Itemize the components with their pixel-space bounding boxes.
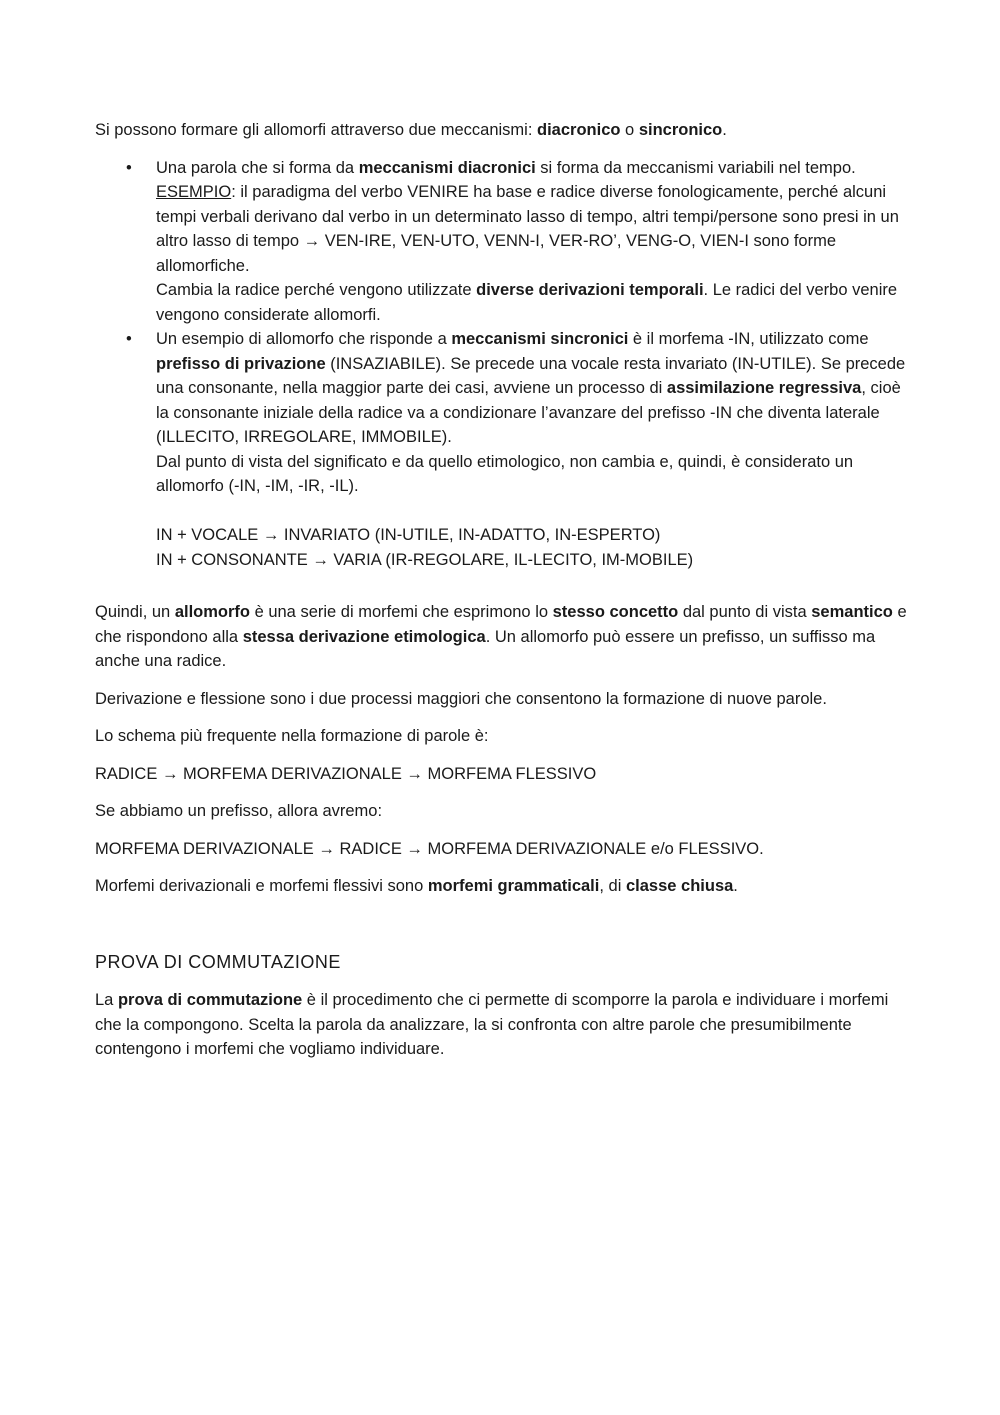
text: è una serie di morfemi che esprimono lo bbox=[249, 603, 553, 621]
rule-vocale bbox=[156, 523, 910, 548]
text: (INSAZIABILE). Se precede una vocale resta invariato (IN-UTILE). Se precede una consonante, nella maggior parte dei casi, avviene un processo di bbox=[156, 354, 906, 397]
text: : il paradigma del verbo VENIRE ha base e radice diverse fonologicamente, perché alcuni tempi verbali derivano dal verbo in un determinato lasso di tempo, altri tempi/persone sono presi in un altro lasso di tempo bbox=[156, 183, 899, 250]
blank-line bbox=[156, 499, 910, 524]
list-item-sincronici bbox=[95, 327, 910, 572]
list-item-diacronici bbox=[95, 156, 910, 328]
paragraph-morfemi-grammaticali bbox=[95, 874, 910, 899]
cambia-text bbox=[156, 278, 910, 327]
text: , di bbox=[599, 877, 626, 895]
text: MORFEMA DERIVAZIONALE bbox=[178, 764, 407, 783]
text: Si possono formare gli allomorfi attraverso due meccanismi: bbox=[95, 121, 538, 139]
text: INVARIATO (IN-UTILE, IN-ADATTO, IN-ESPERTO) bbox=[279, 526, 661, 544]
paragraph-allomorfi-meccanismi bbox=[95, 118, 910, 143]
text: IN + VOCALE bbox=[156, 526, 263, 544]
text: Un esempio di allomorfo che risponde a bbox=[156, 330, 452, 348]
bold-term: stessa derivazione etimologica bbox=[242, 627, 486, 646]
text: Cambia la radice perché vengono utilizzate bbox=[156, 281, 477, 299]
arrow-icon: → bbox=[406, 839, 423, 858]
rule-consonante bbox=[156, 548, 910, 573]
text: è il morfema -IN, utilizzato come bbox=[628, 330, 869, 348]
text: e che rispondono alla bbox=[95, 603, 907, 646]
arrow-icon: → bbox=[312, 550, 329, 569]
bold-term: prefisso di privazione bbox=[156, 354, 326, 373]
paragraph-derivazione-flessione: Derivazione e flessione sono i due processi maggiori che consentono la formazione di nuove parole. bbox=[95, 689, 827, 708]
paragraph-schema: Lo schema più frequente nella formazione di parole è: bbox=[95, 727, 489, 745]
bold-term: prova di commutazione bbox=[117, 991, 303, 1009]
text: IN + CONSONANTE bbox=[156, 550, 313, 569]
text: è il procedimento che ci permette di scomporre la parola e individuare i morfemi che la compongono. Scelta la parola da analizzare, la si confronta con altre parole che presumibilmente contengono i morfemi che vogliamo individuare. bbox=[95, 991, 889, 1058]
schema-radice bbox=[95, 762, 910, 787]
text: RADICE bbox=[95, 764, 162, 783]
text: RADICE bbox=[334, 839, 407, 858]
text: . Un allomorfo può essere un prefisso, un suffisso ma anche una radice. bbox=[95, 627, 876, 670]
esempio-text bbox=[156, 180, 910, 278]
bold-term: semantico bbox=[811, 603, 893, 621]
text: dal punto di vista bbox=[678, 603, 812, 621]
bold-term: morfemi grammaticali bbox=[427, 877, 600, 895]
section-heading: PROVA DI COMMUTAZIONE bbox=[95, 951, 341, 972]
arrow-icon: → bbox=[262, 526, 280, 544]
text: Morfemi derivazionali e morfemi flessivi sono bbox=[95, 877, 428, 895]
schema-prefisso bbox=[95, 837, 910, 862]
bullet-icon: • bbox=[126, 158, 132, 177]
arrow-icon: → bbox=[406, 764, 423, 783]
bold-term: meccanismi sincronici bbox=[451, 330, 629, 348]
list-item-text bbox=[156, 327, 910, 450]
text: Quindi, un bbox=[95, 603, 175, 621]
arrow-icon: → bbox=[161, 764, 179, 783]
list-item-text bbox=[156, 156, 910, 181]
paragraph-prefisso: Se abbiamo un prefisso, allora avremo: bbox=[95, 802, 383, 820]
text: La bbox=[95, 991, 118, 1009]
bullet-list bbox=[95, 156, 910, 573]
bold-term: classe chiusa bbox=[625, 877, 734, 895]
text: MORFEMA DERIVAZIONALE e/o FLESSIVO. bbox=[422, 839, 764, 858]
bullet-icon: • bbox=[126, 330, 132, 348]
esempio-label: ESEMPIO bbox=[156, 183, 232, 201]
spacer bbox=[95, 912, 910, 950]
text: , cioè la consonante iniziale della radice va a condizionare l’avanzare del prefisso -IN che diventa laterale (ILLECITO, IRREGOLARE, IMMOBILE). bbox=[156, 379, 901, 446]
paragraph-allomorfo-definizione bbox=[95, 600, 910, 674]
text: VEN-IRE, VEN-UTO, VENN-I, VER-RO’, VENG-O, VIEN-I sono forme allomorfiche. bbox=[156, 232, 837, 275]
text: . Le radici del verbo venire vengono considerate allomorfi. bbox=[156, 281, 898, 324]
bold-term: stesso concetto bbox=[552, 603, 679, 621]
bold-term: diverse derivazioni temporali bbox=[476, 281, 704, 299]
text: MORFEMA FLESSIVO bbox=[422, 764, 597, 783]
text: VARIA (IR-REGOLARE, IL-LECITO, IM-MOBILE) bbox=[328, 550, 694, 569]
text: o bbox=[620, 121, 639, 139]
text: Una parola che si forma da bbox=[156, 158, 359, 177]
arrow-icon: → bbox=[303, 232, 321, 250]
bold-term: diacronico bbox=[537, 121, 621, 139]
bold-term: allomorfo bbox=[174, 603, 250, 621]
paragraph-prova-commutazione bbox=[95, 988, 910, 1062]
text: . bbox=[722, 121, 727, 139]
text: . bbox=[733, 877, 738, 895]
etimologico-text: Dal punto di vista del significato e da quello etimologico, non cambia e, quindi, è considerato un allomorfo (-IN, -IM, -IR, -IL). bbox=[156, 452, 854, 495]
arrow-icon: → bbox=[318, 839, 335, 858]
bold-term: meccanismi diacronici bbox=[358, 158, 536, 177]
bold-term: assimilazione regressiva bbox=[666, 379, 862, 397]
bold-term: sincronico bbox=[638, 121, 723, 139]
text: MORFEMA DERIVAZIONALE bbox=[95, 839, 319, 858]
text: si forma da meccanismi variabili nel tempo. bbox=[535, 158, 856, 177]
spacer bbox=[95, 572, 910, 600]
